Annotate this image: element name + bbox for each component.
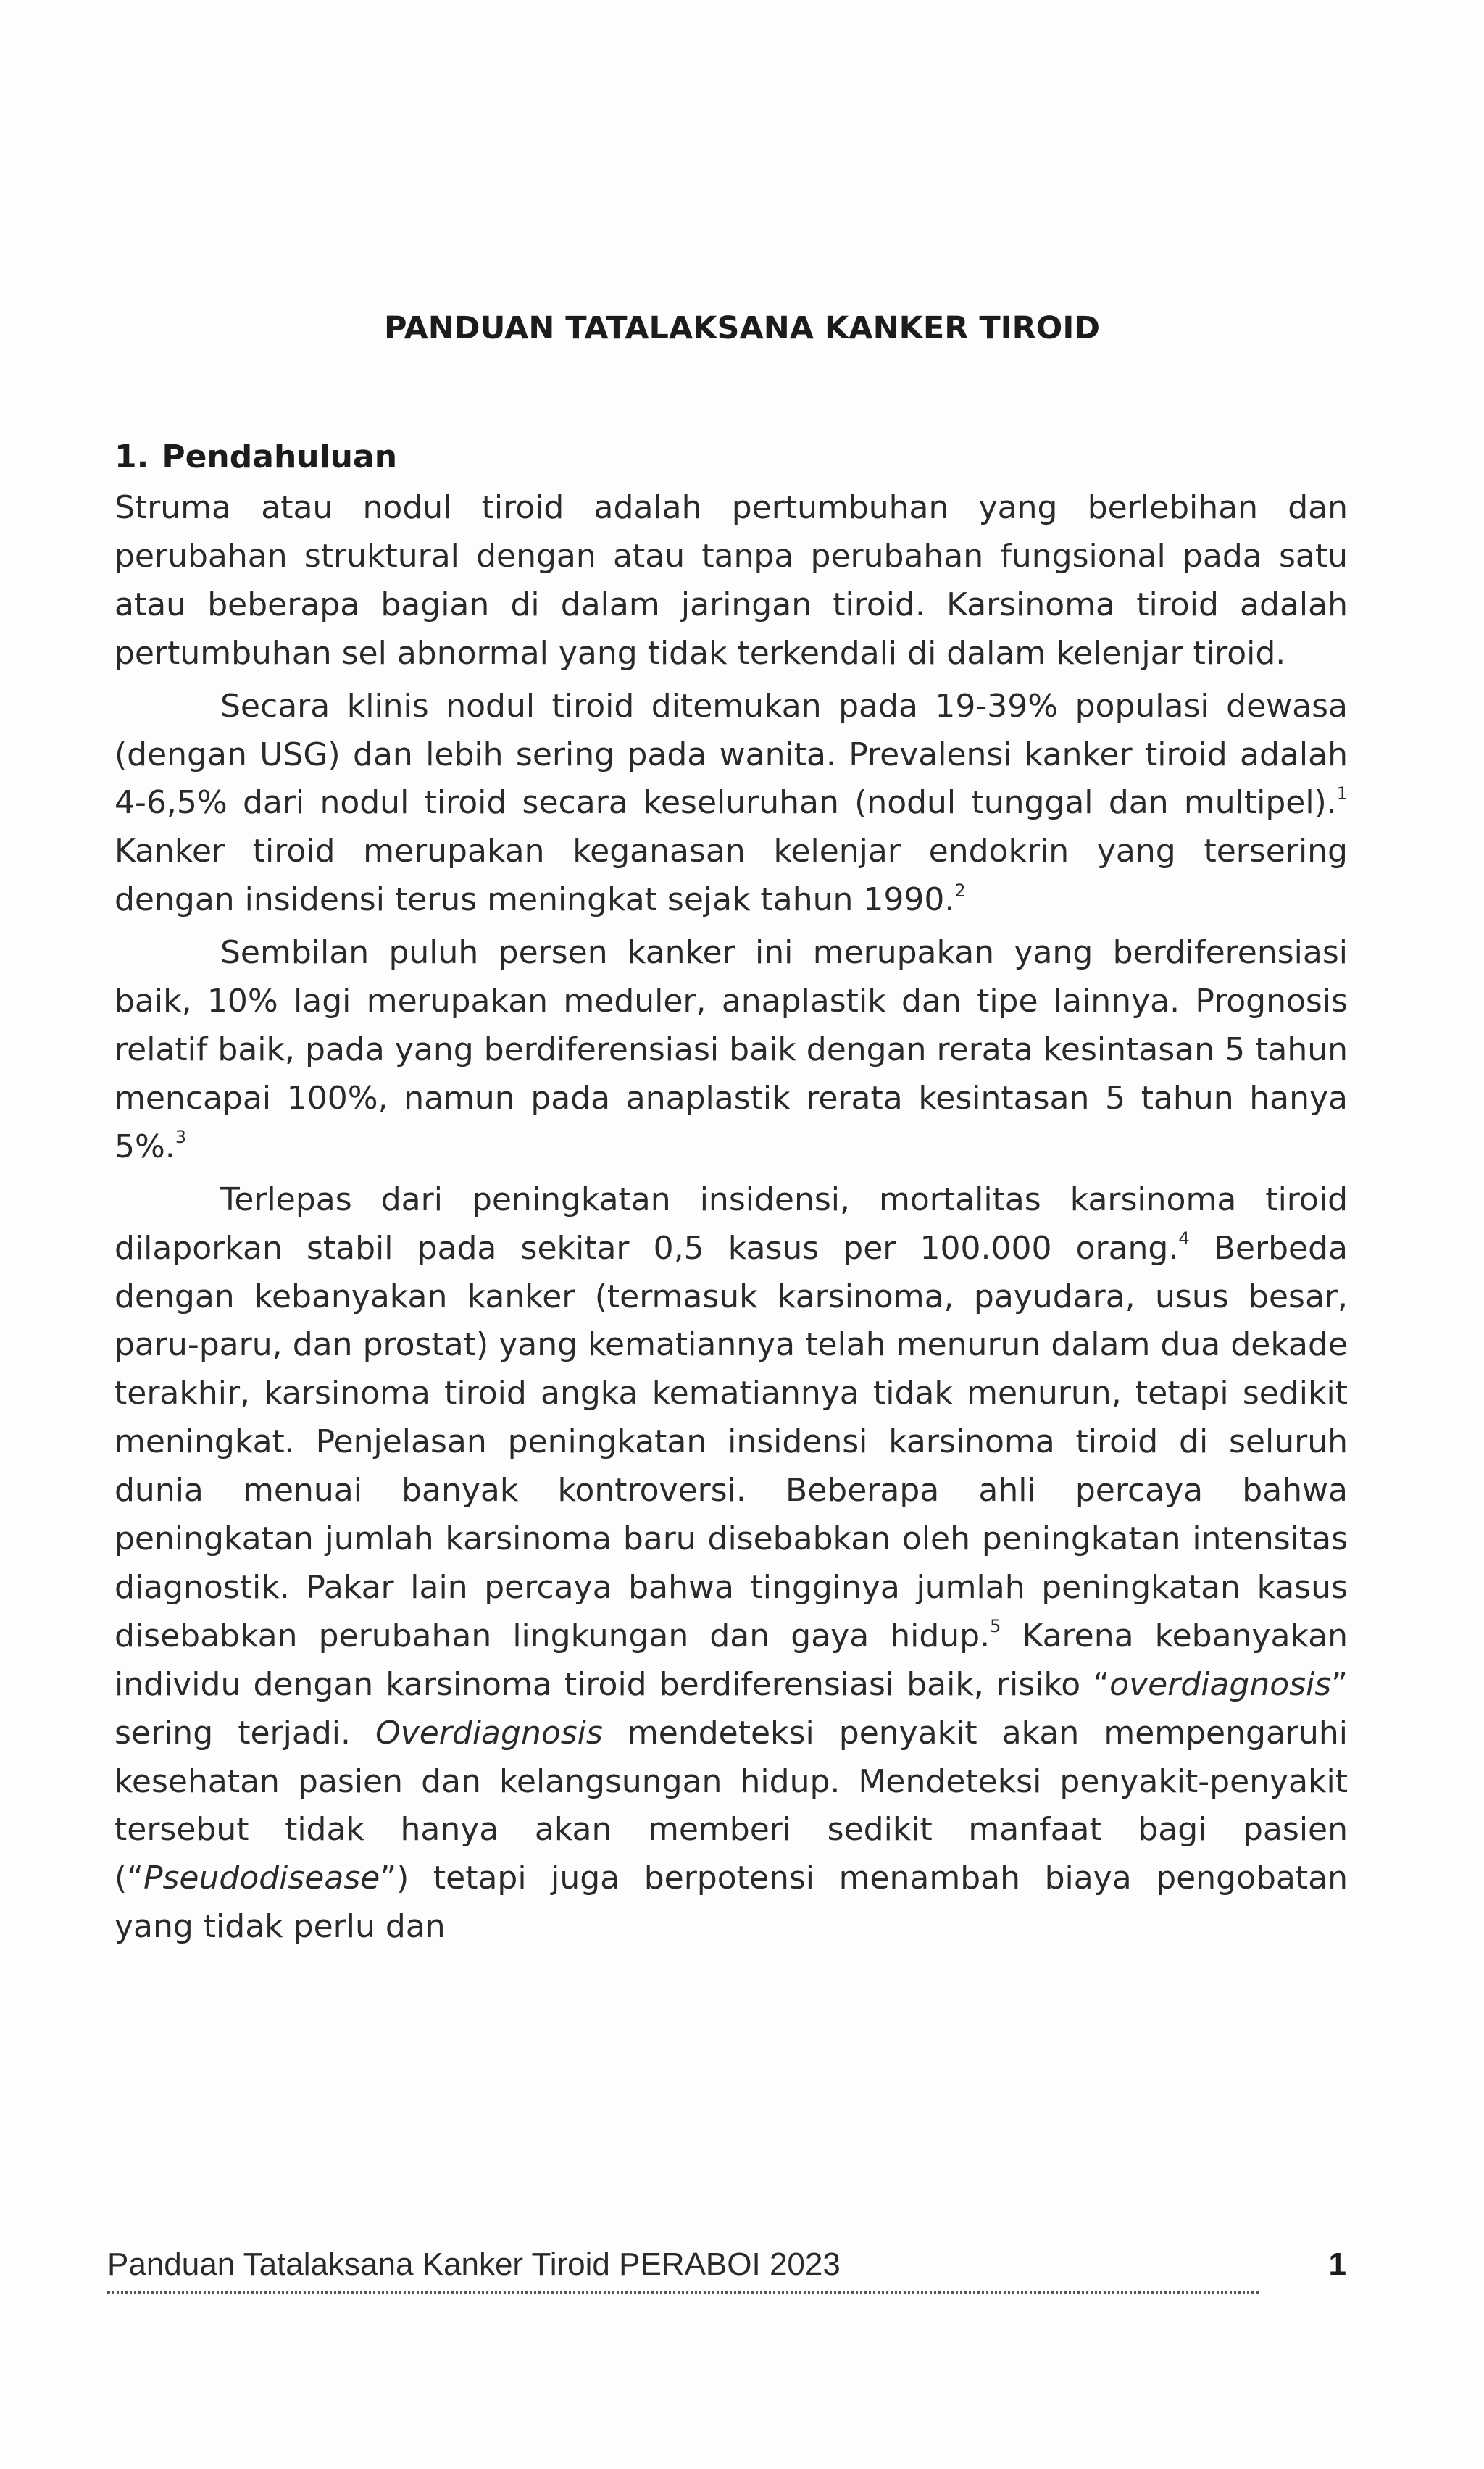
page-number: 1 bbox=[1328, 2247, 1346, 2282]
paragraph-4-text-b: Berbeda dengan kebanyakan kanker (termasuk karsinoma, payudara, usus besar, paru-paru, dan prostat) yang kematiannya telah menurun dalam dua dekade terakhir, karsinoma tiroid angka kematiannya tidak menurun, tetapi sedikit meningkat. Penjelasan peningkatan insidensi karsinoma tiroid di seluruh dunia menuai banyak kontroversi. Beberapa ahli percaya bahwa peningkatan jumlah karsinoma baru disebabkan oleh peningkatan intensitas diagnostik. Pakar lain percaya bahwa tingginya jumlah peningkatan kasus disebabkan perubahan lingkungan dan gaya hidup. bbox=[114, 1229, 1348, 1654]
paragraph-4-text-d: ” sering terjadi. bbox=[114, 1665, 1348, 1752]
citation-1: 1 bbox=[1336, 783, 1348, 804]
section-heading bbox=[114, 430, 1348, 484]
paragraph-4-text-a: Terlepas dari peningkatan insidensi, mortalitas karsinoma tiroid dilaporkan stabil pada sekitar 0,5 kasus per 100.000 orang. bbox=[114, 1181, 1348, 1267]
paragraph-4-text-f: ”) tetapi juga berpotensi menambah biaya pengobatan yang tidak perlu dan bbox=[114, 1860, 1348, 1946]
citation-5: 5 bbox=[990, 1616, 1001, 1637]
paragraph-1: Struma atau nodul tiroid adalah pertumbuhan yang berlebihan dan perubahan struktural dengan atau tanpa perubahan fungsional pada satu atau beberapa bagian di dalam jaringan tiroid. Karsinoma tiroid adalah pertumbuhan sel abnormal yang tidak terkendali di dalam kelenjar tiroid. bbox=[114, 489, 1348, 672]
citation-2: 2 bbox=[954, 880, 966, 901]
page-footer bbox=[107, 2247, 1346, 2297]
citation-4: 4 bbox=[1178, 1228, 1190, 1249]
paragraph-2-text-a: Secara klinis nodul tiroid ditemukan pada 19-39% populasi dewasa (dengan USG) dan lebih sering pada wanita. Prevalensi kanker tiroid adalah 4-6,5% dari nodul tiroid secara keseluruhan (nodul tunggal dan multipel). bbox=[114, 687, 1348, 822]
citation-3: 3 bbox=[175, 1127, 187, 1148]
footer-dotted-rule bbox=[107, 2291, 1259, 2294]
paragraph-3-text: Sembilan puluh persen kanker ini merupakan yang berdiferensiasi baik, 10% lagi merupakan meduler, anaplastik dan tipe lainnya. Prognosis relatif baik, pada yang berdiferensiasi baik dengan rerata kesintasan 5 tahun mencapai 100%, namun pada anaplastik rerata kesintasan 5 tahun hanya 5%. bbox=[114, 934, 1348, 1165]
paragraph-4-text-e: mendeteksi penyakit akan mempengaruhi kesehatan pasien dan kelangsungan hidup. Mendeteksi penyakit-penyakit tersebut tidak hanya akan memberi sedikit manfaat bagi pasien (“ bbox=[114, 1714, 1348, 1897]
paragraph-2 bbox=[114, 683, 1348, 925]
term-overdiagnosis: Overdiagnosis bbox=[375, 1714, 603, 1752]
document-title: PANDUAN TATALAKSANA KANKER TIROID bbox=[383, 310, 1101, 346]
footer-title: Panduan Tatalaksana Kanker Tiroid PERABOI 2023 bbox=[107, 2247, 841, 2282]
section-heading-text: Pendahuluan bbox=[162, 438, 398, 475]
section-number: 1. bbox=[114, 438, 149, 475]
paragraph-4-text-c: Karena kebanyakan individu dengan karsinoma tiroid berdiferensiasi baik, risiko “ bbox=[114, 1617, 1348, 1703]
paragraph-4 bbox=[114, 1176, 1348, 1952]
paragraph-2-text-b: Kanker tiroid merupakan keganasan kelenjar endokrin yang tersering dengan insidensi terus meningkat sejak tahun 1990. bbox=[114, 833, 1348, 919]
term-overdiagnosis-quoted: overdiagnosis bbox=[1109, 1665, 1332, 1703]
paragraph-3 bbox=[114, 929, 1348, 1172]
term-pseudodisease: Pseudodisease bbox=[143, 1860, 380, 1897]
main-content bbox=[114, 430, 1348, 1956]
